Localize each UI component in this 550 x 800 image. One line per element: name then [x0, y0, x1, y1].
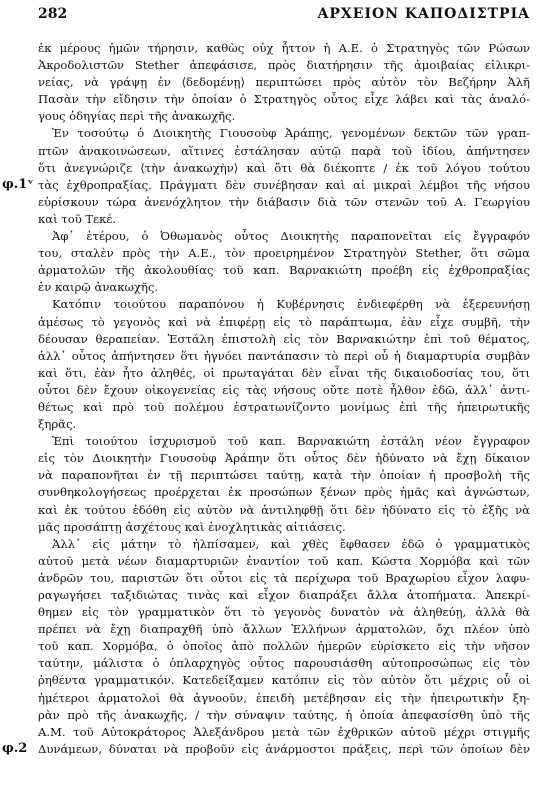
body-text [38, 40, 530, 758]
text-line: πτῶν ἀνακοινώσεων, αἵτινες ἐστάλησαν αὐτῷ παρὰ τοῦ ἰδίου, ἀπήντησεν [38, 143, 530, 158]
running-title: ΑΡΧΕΙΟΝ ΚΑΠΟΔΙΣΤΡΙΑ [317, 6, 530, 22]
text-line: δέουσαν θεραπείαν. Ἐστάλη ἐπιστολὴ εἰς τὸν Βαρνακιώτην ἐπὶ τοῦ θέματος, [38, 331, 530, 346]
text-line: τὰς ἐχθροπραξίας. Πράγματι δὲν συνέβησαν καὶ αἱ μικραὶ λέμβοι τῆς νήσου [38, 177, 530, 192]
text-line: ῥηθέντα γραμματικόν. Κατεδείξαμεν κατόπιν εἰς τὸν αὐτὸν ὅτι μέχρις οὗ οἱ [38, 673, 530, 688]
text-line: μᾶς προσάπτῃ ἀσχέτους καὶ ἐνοχλητικὰς αἰτιάσεις. [38, 519, 346, 534]
text-line: εὑρίσκουν τώρα ἀνενόχλητον τὴν διάβασιν διὰ τῶν στενῶν τοῦ Α. Γεωργίου [38, 194, 530, 209]
text-line: ἡμέτεροι ἀρματολοὶ θὰ ἀγνοοῦν, ἐπειδὴ μετέβησαν εἰς τὴν ἠπειρωτικὴν ξη- [38, 690, 530, 705]
text-line: Ἐπὶ τοιούτου ἰσχυρισμοῦ τοῦ καπ. Βαρνακιώτη ἐστάλη νέον ἔγγραφον [52, 434, 530, 449]
text-line: θημεν εἰς τὸν γραμματικὸν ὅτι τὸ γεγονὸς δυνατὸν νὰ ἀληθεύῃ, ἀλλὰ θὰ [38, 605, 530, 620]
text-line: οὗτοι δὲν ἔχουν οἰκογενείας εἰς τὰς νήσους οὔτε ποτὲ ἦλθον ἐδῶ, ἀλλ᾽ ἀντι- [38, 382, 530, 397]
text-line: ἐκ μέρους ἡμῶν τήρησιν, καθὼς οὐχ ἧττον ἡ Α.Ε. ὁ Στρατηγὸς τῶν Ρώσων [38, 41, 530, 55]
text-line: καὶ ἐκ τούτου ἐδόθη εἰς αὐτὸν νὰ ἀντιληφθῇ ὅτι δὲν ἠδύνατο εἰς τὸ ἑξῆς νὰ [38, 502, 530, 517]
text-line: εἰς τὸν Διοικητὴν Γιουσοὺφ Ἀράπην ὅτι οὗτος δὲν ἠδύνατο νὰ ἔχῃ δίκαιον [38, 451, 530, 466]
text-line: θέτως καὶ πρὸ τοῦ πολέμου ἐστρατωνίζοντο μονίμως ἐπὶ τῆς ἠπειρωτικῆς [38, 399, 530, 414]
text-line: ὅτι ἀνεγνώριζε ⟨τὴν ἀνακωχὴν⟩ καὶ ὅτι θὰ διέκοπτε / ἐκ τοῦ λόγου τούτου [38, 160, 530, 175]
text-line: νὰ παραπονῆται ἐν τῇ περιπτώσει ταύτῃ, κατὰ τὴν ὁποίαν ἡ προσβολὴ τῆς [38, 468, 530, 483]
text-line: καὶ τοῦ Τεκέ. [38, 211, 117, 226]
text-line: πρέπει νὰ ἔχῃ διαπραχθῆ ὑπὸ ἄλλων Ἑλλήνων ἀρματολῶν, ὄχι πλέον ὑπὸ [38, 622, 530, 637]
page-header [38, 6, 530, 28]
text-line: νείας, νὰ γράψῃ ἐν ⟨δεδομένῃ⟩ περιπτώσει πρὸς αὐτὸν τὸν Βεζήρην Ἀλῆ [38, 75, 530, 90]
text-line: ἀμέσως τὸ γεγονὸς καὶ νὰ ἐπιφέρῃ εἰς τὸ παράπτωμα, ἐὰν εἶχε συμβῆ, τὴν [38, 314, 530, 329]
text-line: του, σταλὲν πρὸς τὴν Α.Ε., τὸν προειρημένον Στρατηγὸν Stether, ὅτι σῶμα [38, 246, 530, 261]
text-line: ἀλλ᾽ οὗτος ἀπήντησεν ὅτι ἠγνόει παντάπασιν τὸ περὶ οὗ ἡ διαμαρτυρία συμβὰν [38, 348, 530, 363]
text-line: αὐτοῦ μετὰ νέων διαμαρτυριῶν ἐναντίον τοῦ καπ. Κώστα Χορμόβα καὶ τῶν [38, 553, 530, 568]
margin-folio-note: φ.2 [2, 741, 28, 756]
text-line: τοῦ καπ. Χορμόβα, ὁ ὁποῖος ἀπὸ πολλῶν ἡμερῶν εὑρίσκετο εἰς τὴν νῆσον [38, 639, 530, 654]
page-number: 282 [38, 6, 68, 22]
text-line: Ἀκροδολιστῶν Stether ἀπεφάσισε, πρὸς διατήρησιν τῆς ἀμοιβαίας εἰλικρι- [38, 58, 530, 73]
text-line: Α.Μ. τοῦ Αὐτοκράτορος Ἀλεξάνδρου μετὰ τῶν ἐχθρικῶν αὐτοῦ μέχρι στιγμῆς [38, 724, 530, 739]
text-line: Κατόπιν τοιούτου παραπόνου ἡ Κυβέρνησις ἐνδιεφέρθη νὰ ἐξερευνήσῃ [52, 297, 530, 312]
text-line: ἀρματολῶν τῆς ἀκολουθίας τοῦ καπ. Βαρνακιώτη προέβη εἰς ἐχθροπραξίας [38, 263, 530, 278]
text-line: Ἀλλ᾽ εἰς μάτην τὸ ἠλπίσαμεν, καὶ χθὲς ἔφθασεν ἐδῶ ὁ γραμματικὸς [52, 536, 530, 551]
text-line: γους ὁδηγίας περὶ τῆς ἀνακωχῆς. [38, 109, 236, 124]
text-line: ἀνδρῶν του, παριστῶν ὅτι οὗτοι εἰς τὰ περίχωρα τοῦ Βραχωρίου εἶχον λαφυ- [38, 570, 530, 585]
text-line: ραγωγήσει ταξιδιώτας τινὰς καὶ εἶχον διαπράξει ἄλλα ἀτοπήματα. Ἀπεκρί- [38, 588, 530, 602]
text-line: Ἀφ᾽ ἑτέρου, ὁ Ὀθωμανὸς οὗτος Διοικητὴς παραπονεῖται εἰς ἔγγραφόν [52, 229, 530, 244]
text-line: Ἐν τοσούτῳ ὁ Διοικητὴς Γιουσοὺφ Ἀράπης, γενομένων δεκτῶν τῶν γραπ- [52, 126, 530, 141]
text-line: ἐν καιρῷ ἀνακωχῆς. [38, 280, 159, 295]
text-line: Δυνάμεων, δύναται νὰ προβοῦν εἰς ἀνάρμοστοι πράξεις, περὶ τῶν ὁποίων δὲν [38, 741, 530, 756]
margin-folio-note: φ.1ᵛ [2, 177, 34, 192]
text-line: ταύτην, μάλιστα ὁ ὁπλαρχηγὸς οὗτος παρουσιάσθη αὐτοπροσώπως εἰς τὸν [38, 656, 530, 671]
text-line: καὶ ὅτι, ἐὰν ἦτο ἀληθές, οἱ πρωταγάται δὲν εἶναι τῆς δικαιοδοσίας του, ὅτι [38, 365, 530, 380]
text-line: ρὰν πρὸ τῆς ἀνακωχῆς, / τὴν σύναψιν ταύτης, ἡ ὁποία ἀπεφασίσθη ὑπὸ τῆς [38, 707, 530, 722]
text-line: Πασὰν τὴν εἴδησιν τὴν ὁποίαν ὁ Στρατηγὸς οὗτος εἶχε λάβει καὶ τὰς ἀναλό- [38, 92, 530, 107]
text-line: συνθηκολογήσεως προέρχεται ἐκ προσώπων ξένων πρὸς ἡμᾶς καὶ ἀγνώστων, [38, 485, 530, 500]
text-line: ξηρᾶς. [38, 417, 77, 432]
